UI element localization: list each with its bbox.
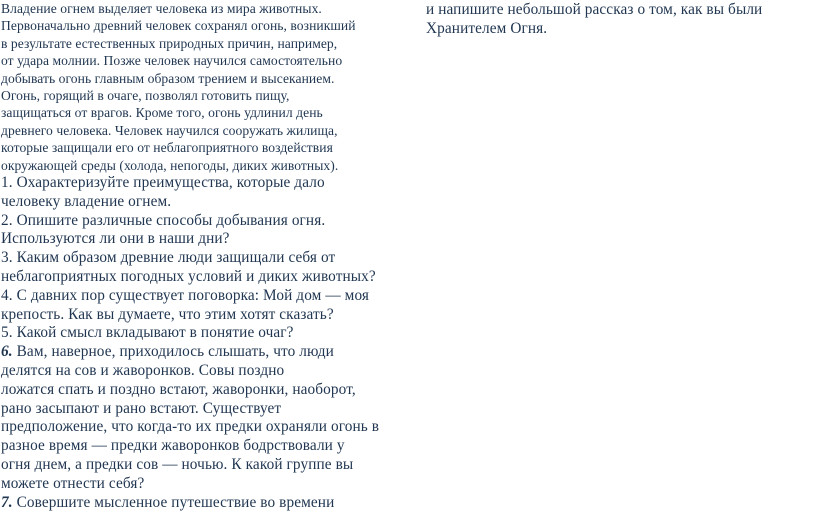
question-line: 3. Каким образом древние люди защищали себя от <box>1 249 336 267</box>
text-line: добывать огонь главным образом трением и высеканием. <box>1 70 335 86</box>
question-line: делятся на сов и жаворонков. Совы поздно <box>1 362 285 380</box>
question-line: разное время — предки жаворонков бодрствовали у <box>1 437 345 455</box>
question-line: Используются ли они в наши дни? <box>1 230 230 248</box>
question-7-first-line <box>1 494 401 512</box>
right-column <box>426 1 806 39</box>
question-line: ложатся спать и поздно встают, жаворонки, наоборот, <box>1 380 356 398</box>
question-6-number: 6. <box>1 343 13 361</box>
question-line: можете отнести себя? <box>1 474 145 492</box>
question-line: неблагоприятных погодных условий и диких животных? <box>1 268 376 286</box>
text-line: которые защищали его от неблагоприятного воздействия <box>1 140 333 156</box>
text-line: Огонь, горящий в очаге, позволял готовить пищу, <box>1 88 290 104</box>
text-line: защищаться от врагов. Кроме того, огонь удлинил день <box>1 105 323 121</box>
text-line: Владение огнем выделяет человека из мира животных. <box>1 1 322 16</box>
question-line: 1. Охарактеризуйте преимущества, которые дало <box>1 174 325 192</box>
questions-list <box>1 174 401 512</box>
text-line: и напишите небольшой рассказ о том, как вы были <box>426 1 763 18</box>
text-line: Первоначально древний человек сохранял огонь, возникший <box>1 18 356 34</box>
intro-paragraph <box>1 0 401 174</box>
text-line: в результате естественных природных причин, например, <box>1 35 338 51</box>
question-7-number: 7. <box>1 493 13 511</box>
question-line: огня днем, а предки сов — ночью. К какой группе вы <box>1 456 354 474</box>
question-line: 2. Опишите различные способы добывания огня. <box>1 211 326 229</box>
text-line: от удара молнии. Позже человек научился самостоятельно <box>1 53 343 69</box>
question-line: 5. Какой смысл вкладывают в понятие очаг? <box>1 324 294 342</box>
text-line: древнего человека. Человек научился сооружать жилища, <box>1 122 338 138</box>
left-column <box>1 0 401 512</box>
question-line: человеку владение огнем. <box>1 192 172 210</box>
question-line: Вам, наверное, приходилось слышать, что люди <box>16 343 334 361</box>
question-line: рано засыпают и рано встают. Существует <box>1 399 282 417</box>
question-line: Совершите мысленное путешествие во времени <box>16 493 335 511</box>
question-line: предположение, что когда-то их предки охраняли огонь в <box>1 418 380 436</box>
question-line: 4. С давних пор существует поговорка: Мой дом — моя <box>1 286 370 304</box>
text-line: окружающей среды (холода, непогоды, диких животных). <box>1 157 339 173</box>
question-6-first-line <box>1 343 401 362</box>
text-line: Хранителем Огня. <box>426 19 548 37</box>
question-line: крепость. Как вы думаете, что этим хотят сказать? <box>1 305 334 323</box>
